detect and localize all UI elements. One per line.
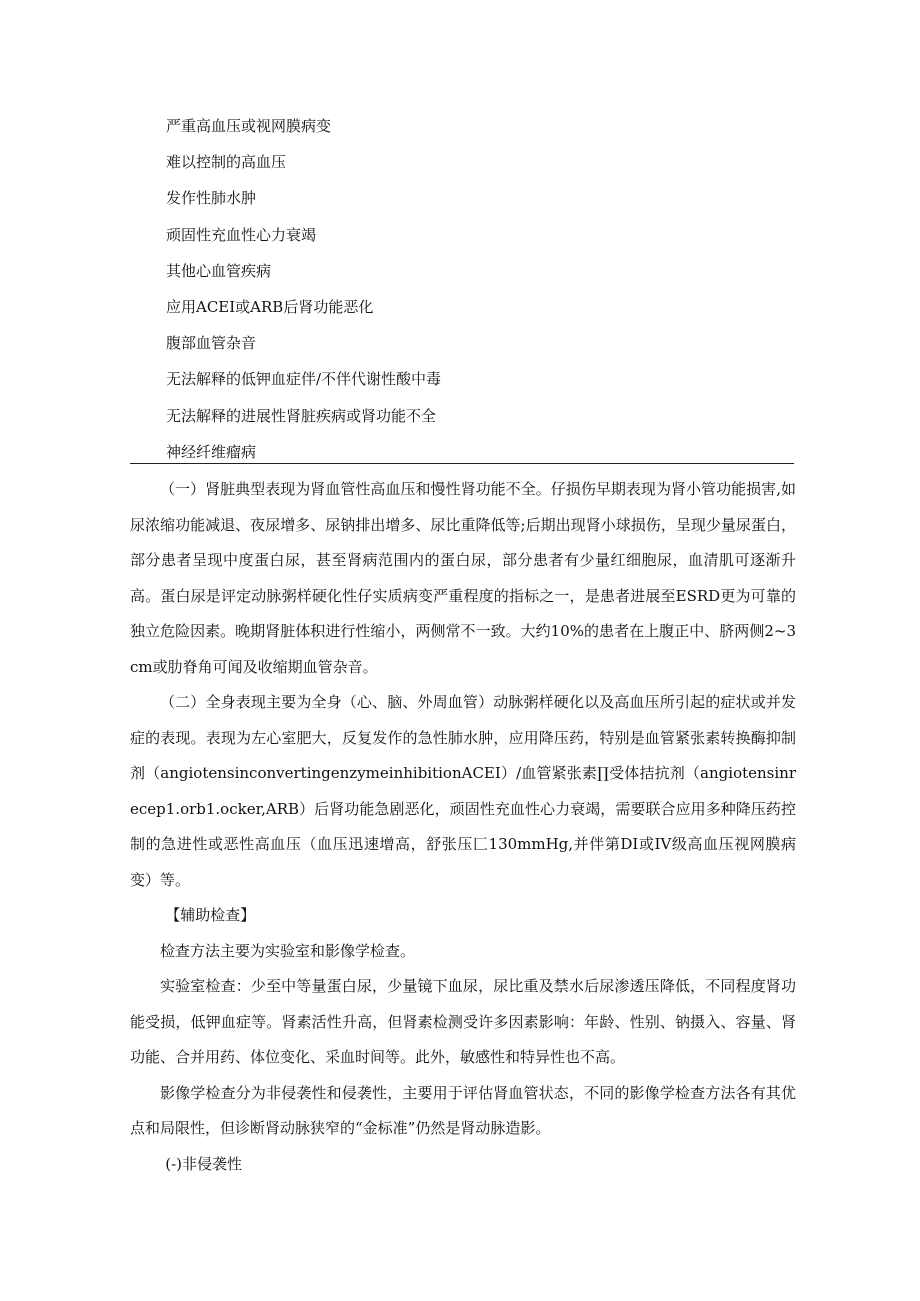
section-heading-auxiliary-exams: 【辅助检查】 [165, 906, 256, 924]
table-bottom-rule [130, 463, 794, 464]
list-item: 无法解释的进展性肾脏疾病或肾功能不全 [166, 406, 437, 425]
list-item: 发作性肺水肿 [166, 189, 257, 208]
paragraph-lab-exams: 实验室检查：少至中等量蛋白尿，少量镜下血尿，尿比重及禁水后尿渗透压降低，不同程度肾功能受损，低钾血症等。肾素活性升高，但肾素检测受许多因素影响：年龄、性别、钠摄入、容量、肾功能、合并用药、体位变化、采血时间等。此外，敏感性和特异性也不高。 [130, 977, 796, 1066]
paragraph-systemic-manifestations: （二）全身表现主要为全身（心、脑、外周血管）动脉粥样硬化以及高血压所引起的症状或并发症的表现。表现为左心室肥大，反复发作的急性肺水肿，应用降压药，特别是血管紧张素转换酶抑制剂（angiotensinconvertingenzymeinhibitionACEI）/血管紧张素∏受体拮抗剂（angiotensinrecep1.orb1.ocker,ARB）后肾功能急剧恶化，顽固性充血性心力衰竭，需要联合应用多种降压药控制的急进性或恶性高血压（血压迅速增高，舒张压匚130mmHg,并伴第DI或IV级高血压视网膜病变）等。 [130, 693, 796, 889]
paragraph-imaging-exams: 影像学检查分为非侵袭性和侵袭性，主要用于评估肾血管状态，不同的影像学检查方法各有其优点和局限性，但诊断肾动脉狭窄的“金标准”仍然是肾动脉造影。 [130, 1083, 796, 1137]
list-item: 顽固性充血性心力衰竭 [166, 225, 317, 244]
paragraph-renal-manifestations: （一）肾脏典型表现为肾血管性高血压和慢性肾功能不全。仔损伤早期表现为肾小管功能损害,如尿浓缩功能减退、夜尿增多、尿钠排出增多、尿比重降低等;后期出现肾小球损伤，呈现少量尿蛋白，部分患者呈现中度蛋白尿，甚至肾病范围内的蛋白尿，部分患者有少量红细胞尿，血清肌可逐渐升高。蛋白尿是评定动脉粥样硬化性仔实质病变严重程度的指标之一，是患者进展至ESRD更为可靠的独立危险因素。晚期肾脏体积进行性缩小，两侧常不一致。大约10%的患者在上腹正中、脐两侧2~3cm或肋脊角可闻及收缩期血管杂音。 [130, 480, 796, 676]
list-item: 严重高血压或视网膜病变 [166, 117, 332, 135]
list-item: 应用ACEI或ARB后肾功能恶化 [166, 297, 374, 316]
list-item: 无法解释的低钾血症伴/不伴代谢性酸中毒 [166, 370, 442, 389]
list-item: 难以控制的高血压 [166, 153, 287, 172]
indication-list [166, 114, 786, 476]
list-item: 神经纤维瘤病 [166, 442, 257, 461]
body-text [130, 472, 796, 1182]
list-item: 其他心血管疾病 [166, 261, 272, 280]
list-item: 腹部血管杂音 [166, 334, 257, 353]
sub-heading-non-invasive: (-)非侵袭性 [165, 1154, 243, 1173]
paragraph-exam-methods: 检查方法主要为实验室和影像学检查。 [160, 941, 416, 960]
